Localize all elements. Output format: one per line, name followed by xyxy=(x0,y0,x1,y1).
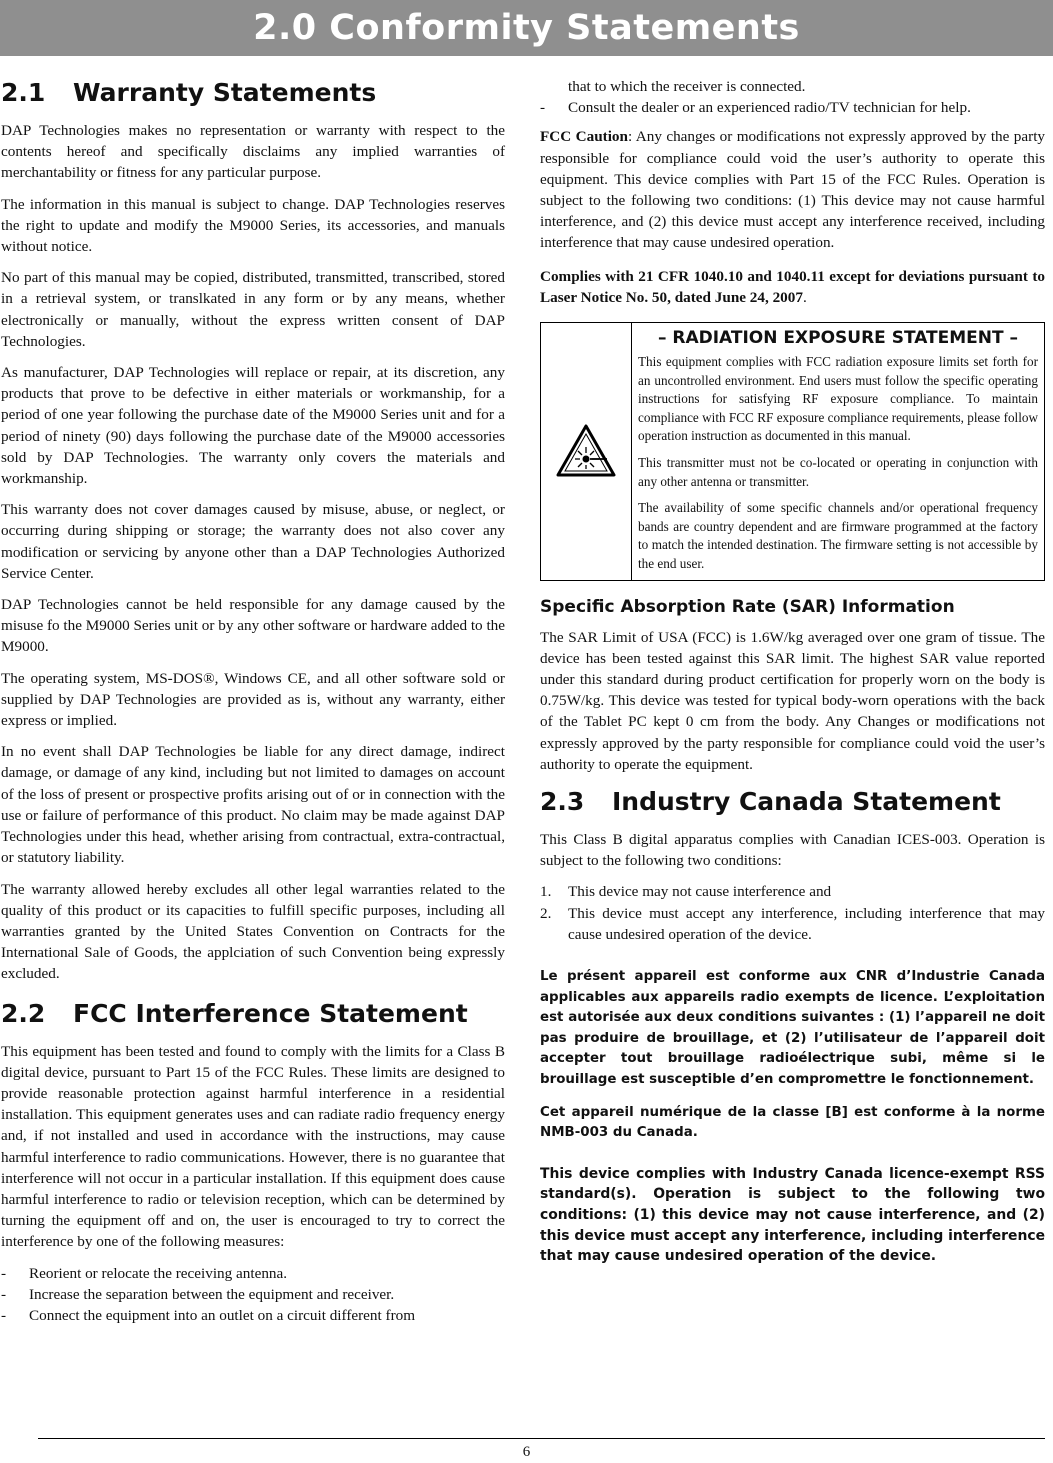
warranty-paragraph: No part of this manual may be copied, distributed, transmitted, transcribed, stored in a retrieval system, or translkated in any form or by any means, whether electronically or manually, without the express written consent of DAP Technologies. xyxy=(1,269,505,350)
list-item: 2. This device must accept any interference, including interference that may cause undesired operation of the device. xyxy=(540,904,1045,943)
fcc-intro-paragraph: This equipment has been tested and found to comply with the limits for a Class B digital device, pursuant to Part 15 of the FCC Rules. These limits are designed to provide reasonable protection against harmful interference in a residential installation. This equipment generates uses and can radiate radio frequency energy and, if not installed and used in accordance with the instructions, may cause harmful interference to radio communications. However, there is no guarantee that interference will not occur in a particular installation. If this equipment does cause harmful interference to radio or television reception, which can be determined by turning the equipment off and on, the user is encouraged to try to correct the interference by one of the following measures: xyxy=(1,1042,505,1251)
list-item: - Connect the equipment into an outlet on a circuit different from xyxy=(1,1306,416,1324)
page-header-banner xyxy=(0,0,1053,56)
warranty-paragraph: DAP Technologies cannot be held responsible for any damage caused by the misuse fo the M9000 Series unit or by any other software or hardware added to the M9000. xyxy=(1,596,506,656)
section-heading-canada xyxy=(540,785,1045,819)
fcc-caution-label: FCC Caution xyxy=(540,128,628,146)
page-number: 6 xyxy=(522,1444,531,1460)
warranty-paragraph: The information in this manual is subject to change. DAP Technologies reserves the right to update and modify the M9000 Series, its accessories, and manuals without notice. xyxy=(1,195,505,256)
list-item: - Consult the dealer or an experienced radio/TV technician for help. xyxy=(540,99,971,117)
left-column xyxy=(1,70,505,1334)
warranty-paragraph: In no event shall DAP Technologies be liable for any direct damage, indirect damage, or damage of any kind, including but not limited to damages on account of the loss of present or prospective profits arising out of or in connection with the use or failure of performance of this product. No claim may be made against DAP Technologies under this head, whether arising from contractual, extra-contractual, or statutory liability. xyxy=(1,743,505,867)
warranty-paragraph: DAP Technologies makes no representation or warranty with respect to the contents hereof and specifically disclaims any implied warranties of merchantability or fitness for any particular purpose. xyxy=(1,122,505,182)
sar-heading: Specific Absorption Rate (SAR) Information xyxy=(540,596,955,617)
section-heading-warranty xyxy=(1,76,505,110)
radiation-paragraph: This equipment complies with FCC radiation exposure limits set forth for an uncontrolled environment. End users must follow the specific operating instructions for satisfying RF exposure compliance. To maintain compliance with FCC RF exposure compliance requirements, please follow operation instruction as documented in this manual. xyxy=(638,354,1038,444)
list-item: - Increase the separation between the equipment and receiver. xyxy=(1,1285,395,1303)
list-item: - Reorient or relocate the receiving antenna. xyxy=(1,1264,288,1282)
canada-conditions-list xyxy=(540,881,1045,945)
section-heading-fcc xyxy=(1,997,505,1031)
fcc-caution-text: : Any changes or modifications not expressly approved by the party responsible for compliance could void the user’s authority to operate this equipment. This device complies with Part 15 of the FCC Rules. Operation is subject to the following two conditions: (1) This device may not cause harmful interference, and (2) this device must accept any interference received, including interference that may cause undesired operation. xyxy=(540,128,1046,252)
radiation-text-cell xyxy=(632,323,1044,580)
footer-rule xyxy=(38,1438,1045,1439)
fcc-measures-list xyxy=(1,1263,505,1327)
french-statement: Cet appareil numérique de la classe [B] est conforme à la norme NMB-003 du Canada. xyxy=(540,1104,1045,1141)
section-title: FCC Interference Statement xyxy=(73,998,468,1028)
list-item-continuation xyxy=(540,76,1045,97)
fcc-measures-continued xyxy=(540,76,1045,118)
warranty-paragraph: The warranty allowed hereby excludes all other legal warranties related to the quality of this product or its capacities to fulfill specific purposes, including all warranties granted by the United States Convention on Contracts for the International Sale of Goods, the applciation of such Convention being expressly excluded. xyxy=(1,880,505,983)
continued-text: that to which the receiver is connected. xyxy=(568,78,806,95)
section-number: 2.3 xyxy=(540,786,585,816)
french-statement: Le présent appareil est conforme aux CNR d’Industrie Canada applicables aux appareils radio exempts de licence. L’exploitation est autorisée aux deux conditions suivantes : (1) l’appareil ne doit pas produire de brouillage, et (2) l’utilisateur de l’appareil doit accepter tout brouillage radioélectrique subi, même si le brouillage est susceptible d’en compromettre le fonctionnement. xyxy=(540,969,1045,1087)
warranty-paragraph: As manufacturer, DAP Technologies will replace or repair, at its discretion, any products that prove to be defective in either materials or workmanship, for a period of one year following the purchase date of the M9000 Series unit and for a period of ninety (90) days following the purchase date of the M9000 accessories sold by DAP Technologies. The warranty only covers the materials and workmanship. xyxy=(1,364,505,488)
canada-intro-paragraph: This Class B digital apparatus complies with Canadian ICES-003. Operation is subject to the following two conditions: xyxy=(540,830,1045,870)
section-number: 2.2 xyxy=(1,998,46,1028)
cfr-statement: Complies with 21 CFR 1040.10 and 1040.11 except for deviations pursuant to Laser Notice No. 50, dated June 24, 2007. xyxy=(540,267,1045,306)
radiation-paragraph: The availability of some specific channels and/or operational frequency bands are country dependent and are firmware programmed at the factory to match the intended destination. The firmware setting is not accessible by the end user. xyxy=(638,500,1038,571)
radiation-exposure-box xyxy=(540,322,1045,581)
section-title: Industry Canada Statement xyxy=(612,786,1001,816)
warranty-paragraph: The operating system, MS-DOS®, Windows CE, and all other software sold or supplied by DAP Technologies are provided as is, without any warranty, either express or implied. xyxy=(1,669,505,730)
warranty-paragraph: This warranty does not cover damages caused by misuse, abuse, or neglect, or occurring during shipping or storage; the warranty does not also cover any modification or servicing by anyone other than a DAP Technologies Authorized Service Center. xyxy=(1,501,505,582)
page-title: 2.0 Conformity Statements xyxy=(253,8,800,48)
right-column-main xyxy=(540,76,1045,1279)
radiation-title: – RADIATION EXPOSURE STATEMENT – xyxy=(657,328,1019,349)
section-title: Warranty Statements xyxy=(73,78,377,107)
section-number: 2.1 xyxy=(1,78,46,107)
radiation-paragraph: This transmitter must not be co-located or operating in conjunction with any other antenna or transmitter. xyxy=(638,455,1038,489)
fcc-caution-paragraph xyxy=(540,126,1045,253)
list-item: 1. This device may not cause interference and xyxy=(540,883,832,901)
sar-paragraph: The SAR Limit of USA (FCC) is 1.6W/kg averaged over one gram of tissue. The device has been tested against this SAR limit. The highest SAR value reported under this standard during product certification for properly worn on the body is 0.75W/kg. This device was tested for typical body-worn operations with the back of the Tablet PC kept 0 cm from the body. Any Changes or modifications not expressly approved by the party responsible for compliance could void the user’s authority to operate the equipment. xyxy=(540,628,1045,773)
laser-warning-icon xyxy=(541,323,632,580)
english-rss-statement: This device complies with Industry Canada licence-exempt RSS standard(s). Operation is subject to the following two conditions: (1) this device may not cause interference, and (2) this device must accept any interference, including interference that may cause undesired operation of the device. xyxy=(540,1165,1045,1265)
